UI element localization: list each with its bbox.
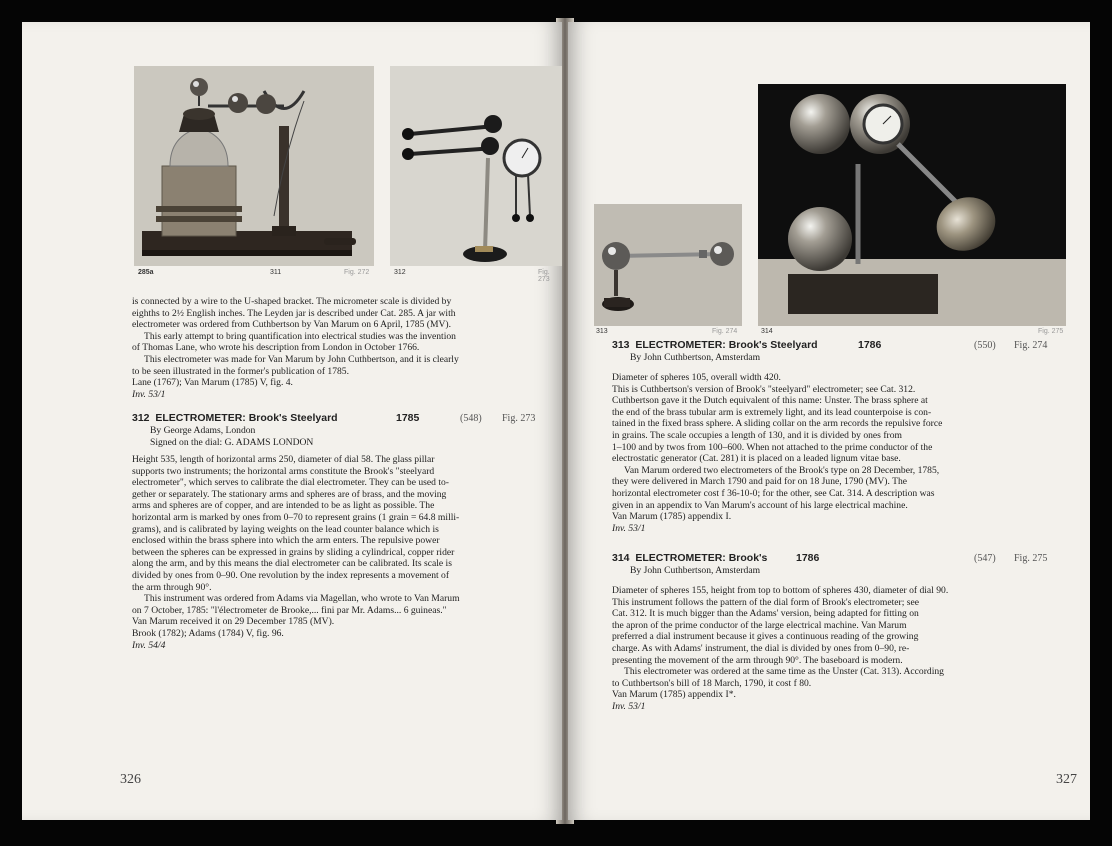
entry-313-year: 1786 — [858, 339, 882, 351]
fig-275-label: 314 — [761, 328, 773, 335]
text-line: Height 535, length of horizontal arms 250, diameter of dial 58. The glass pillar — [132, 454, 435, 465]
text-line: Lane (1767); Van Marum (1785) V, fig. 4. — [132, 377, 293, 389]
fig-273-label: 312 — [394, 269, 406, 276]
entry-314-heading — [612, 552, 767, 564]
text-line: Diameter of spheres 155, height from top to bottom of spheres 430, diameter of dial 90. — [612, 585, 949, 596]
entry-312-code: (548) — [460, 413, 482, 424]
entry-title: ELECTROMETER: Brook's Steelyard — [635, 339, 818, 351]
text-line: Van Marum ordered two electrometers of the Brook's type on 28 December, 1785, — [624, 464, 940, 476]
text-line: This electrometer was made for Van Marum by John Cuthbertson, and it is clearly — [144, 353, 459, 365]
entry-313-heading — [612, 339, 818, 351]
entry-314-maker — [630, 565, 760, 577]
text-line: to be seen illustrated in the former's publication of 1785. — [132, 365, 350, 377]
text-line: Diameter of spheres 105, overall width 420. — [612, 372, 781, 383]
left-page — [22, 22, 562, 820]
text-line: on 7 October, 1785: "l'électrometer de Brooke,... fini par Mr. Adams... 6 guineas." — [132, 604, 447, 616]
fig-275-caption: Fig. 275 — [1038, 328, 1064, 335]
fig-272-label-a: 285a — [138, 269, 154, 276]
entry-312-maker — [150, 425, 313, 448]
fig-273-caption: Fig. 273 — [538, 269, 550, 283]
photo-fig-273 — [390, 66, 562, 266]
photo-fig-275 — [758, 84, 1066, 326]
maker-line: By John Cuthbertson, Amsterdam — [630, 352, 761, 363]
fig-274-label: 313 — [596, 328, 608, 335]
text-line: Van Marum (1785) appendix I*. — [612, 689, 736, 701]
entry-313-fig: Fig. 274 — [1014, 340, 1048, 351]
entry-number: 312 — [132, 412, 150, 424]
entry-314-year: 1786 — [796, 552, 820, 564]
text-line: This early attempt to bring quantification into electrical studies was the invention — [144, 330, 456, 342]
text-line: charge. As with Adams' instrument, the dial is divided by ones from 0–90, re- — [612, 642, 910, 654]
entry-312-heading — [132, 412, 338, 424]
signed-line: Signed on the dial: G. ADAMS LONDON — [150, 436, 314, 448]
photo-fig-274 — [594, 204, 742, 326]
entry-312-body — [132, 454, 460, 651]
entry-314-code: (547) — [974, 553, 996, 564]
fig-274-caption: Fig. 274 — [712, 328, 738, 335]
text-line: horizontal electrometer cost f 36-10-0; for the other, see Cat. 314. A description was — [612, 487, 935, 499]
text-line: enclosed within the brass sphere into which the arm enters. The repulsive power — [132, 535, 440, 547]
text-line: Van Marum received it on 29 December 1785 (MV). — [132, 616, 335, 628]
continued-text — [132, 296, 459, 400]
text-line: eighths to 2½ English inches. The Leyden jar is described under Cat. 285. A jar with — [132, 307, 456, 319]
text-line: given in an appendix to Van Marum's account of his large electrical machine. — [612, 499, 908, 511]
text-line: This is Cuthbertson's version of Brook's "steelyard" electrometer; see Cat. 312. — [612, 383, 916, 395]
maker-line: By George Adams, London — [150, 425, 256, 436]
entry-number: 313 — [612, 339, 630, 351]
fig-272-caption: Fig. 272 — [344, 269, 370, 276]
text-line: supports two instruments; the horizontal arms constitute the Brook's "steelyard — [132, 465, 435, 477]
text-line: is connected by a wire to the U-shaped bracket. The micrometer scale is divided by — [132, 296, 452, 307]
brooks-steelyard-adams-illustration — [390, 66, 562, 266]
text-line: presenting the movement of the arm through 90°. The baseboard is modern. — [612, 654, 903, 666]
page-number: 326 — [120, 772, 141, 787]
entry-312-year: 1785 — [396, 412, 420, 424]
page-number: 327 — [1056, 772, 1077, 787]
inventory-number: Inv. 53/1 — [132, 388, 166, 400]
text-line: electrometer", which serves to calibrate the dial electrometer. They can be used to- — [132, 477, 449, 489]
entry-number: 314 — [612, 552, 630, 564]
text-line: electrometer was ordered from Cuthbertson by Van Marum on 6 April, 1785 (MV). — [132, 319, 452, 331]
inventory-number: Inv. 53/1 — [612, 522, 646, 534]
fig-272-label-b: 311 — [270, 269, 282, 276]
entry-313-maker — [630, 352, 760, 364]
text-line: This instrument follows the pattern of the dial form of Brook's electrometer; see — [612, 596, 920, 608]
entry-313-body — [612, 372, 942, 534]
text-line: Brook (1782); Adams (1784) V, fig. 96. — [132, 627, 284, 639]
right-page — [568, 22, 1090, 820]
entry-313-code: (550) — [974, 340, 996, 351]
inventory-number: Inv. 53/1 — [612, 700, 646, 712]
text-line: divided by ones from 0–90. One revolution by the index represents a movement of — [132, 569, 450, 581]
text-line: along the arm, and by this means the dial electrometer can be calibrated. Its scale is — [132, 558, 452, 570]
brooks-dial-electrometer-illustration — [758, 84, 1066, 326]
entry-title: ELECTROMETER: Brook's — [635, 552, 768, 564]
text-line: to Cuthbertson's bill of 18 March, 1790, it cost f 80. — [612, 677, 812, 689]
text-line: horizontal arm is marked by ones from 0–70 to represent grains (1 grain = 64.8 milli- — [132, 511, 460, 523]
text-line: of Thomas Lane, who wrote his description from London in October 1766. — [132, 342, 420, 354]
text-line: the arm through 90°. — [132, 581, 212, 593]
text-line: tained in the fixed brass sphere. A sliding collar on the arm records the repulsive force — [612, 418, 943, 430]
entry-312-fig: Fig. 273 — [502, 413, 536, 424]
text-line: between the spheres can be expressed in grains by sliding a cylindrical, copper rider — [132, 546, 455, 558]
text-line: Cuthbertson gave it the Dutch equivalent of this name: Unster. The brass sphere at — [612, 395, 928, 407]
entry-314-fig: Fig. 275 — [1014, 553, 1048, 564]
text-line: grams), and is calibrated by laying weights on the lead counter balance which is — [132, 523, 439, 535]
text-line: preferred a dial instrument because it gives a continuous reading of the growing — [612, 631, 919, 643]
text-line: Cat. 312. It is much bigger than the Adams' version, being adapted for fitting on — [612, 608, 919, 620]
text-line: in grains. The scale occupies a length of 130, and it is divided by ones from — [612, 429, 902, 441]
maker-line: By John Cuthbertson, Amsterdam — [630, 565, 761, 576]
entry-title: ELECTROMETER: Brook's Steelyard — [155, 412, 338, 424]
photo-fig-272 — [134, 66, 374, 266]
text-line: gether or separately. The stationary arms and spheres are of brass, and the moving — [132, 488, 447, 500]
text-line: This instrument was ordered from Adams via Magellan, who wrote to Van Marum — [144, 593, 460, 605]
text-line: This electrometer was ordered at the same time as the Unster (Cat. 313). According — [624, 666, 944, 678]
text-line: 1–100 and by twos from 100–600. When not attached to the prime conductor of the — [612, 441, 933, 453]
unster-cuthbertson-illustration — [594, 204, 742, 326]
text-line: the end of the brass tubular arm is extremely light, and its lead counterpoise is con- — [612, 406, 932, 418]
text-line: electrostatic generator (Cat. 281) it is placed on a leaded lignum vitae base. — [612, 453, 901, 465]
text-line: they were delivered in March 1790 and paid for on 18 June, 1790 (MV). The — [612, 476, 908, 488]
text-line: the apron of the prime conductor of the large electrical machine. Van Marum — [612, 619, 907, 631]
text-line: arms and spheres are of copper, and are intended to be as light as possible. The — [132, 500, 435, 512]
inventory-number: Inv. 54/4 — [132, 639, 166, 651]
text-line: Van Marum (1785) appendix I. — [612, 511, 732, 523]
entry-314-body — [612, 585, 948, 713]
electrometer-leyden-jar-illustration — [134, 66, 374, 266]
